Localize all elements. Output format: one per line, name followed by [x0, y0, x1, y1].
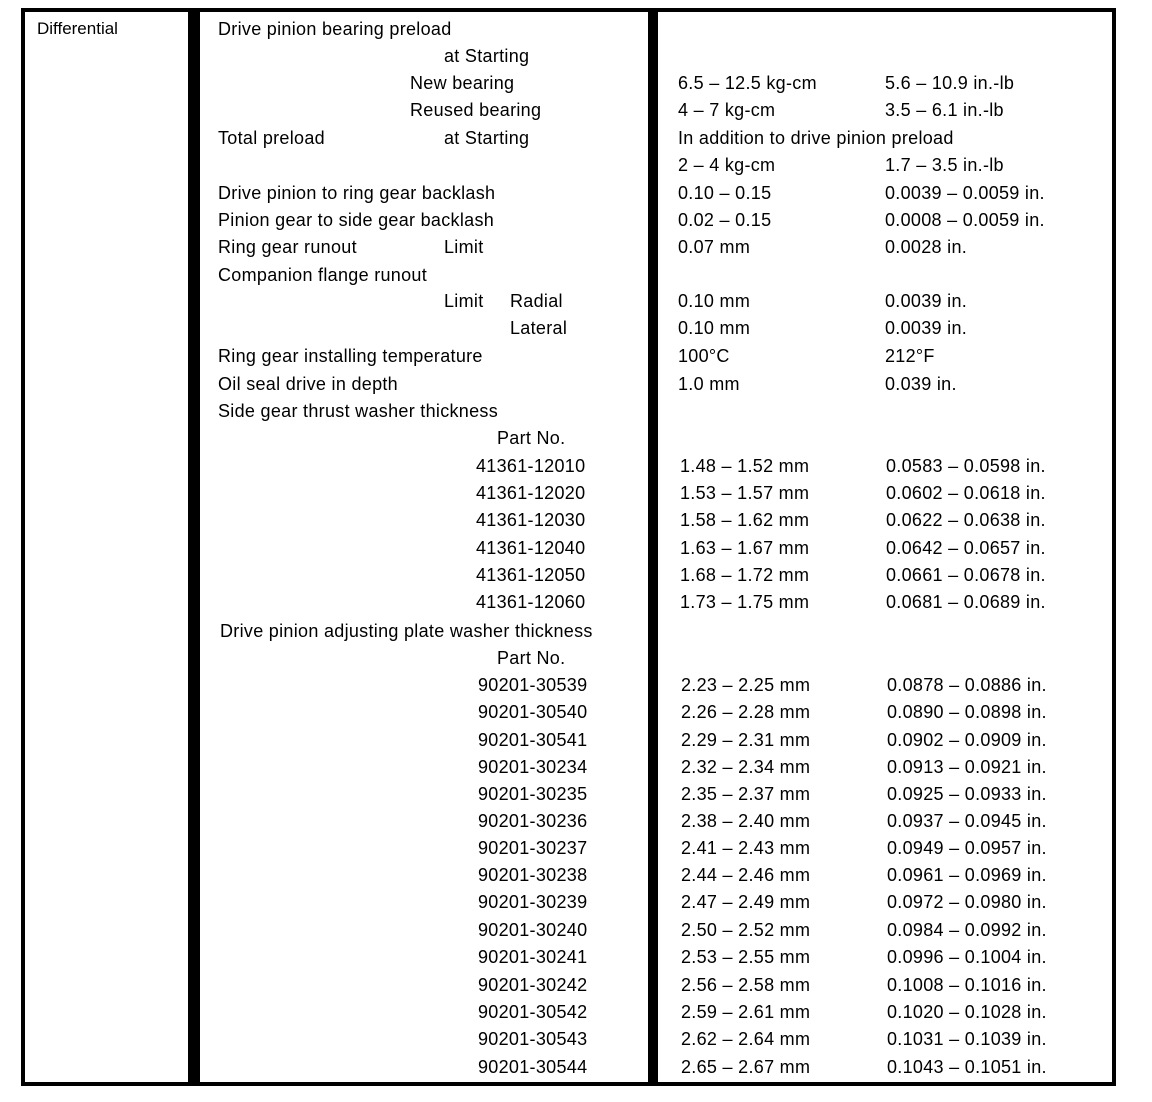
spec-cell: at Starting — [444, 46, 530, 66]
spec-cell: 90201-30235 — [478, 784, 588, 804]
spec-cell: 6.5 – 12.5 kg-cm — [678, 73, 817, 93]
spec-cell: 2.32 – 2.34 mm — [681, 757, 811, 777]
spec-cell: Limit — [444, 291, 484, 311]
spec-cell: 0.1043 – 0.1051 in. — [887, 1057, 1047, 1077]
spec-cell: 2.56 – 2.58 mm — [681, 975, 811, 995]
spec-cell: Limit — [444, 237, 484, 257]
category-label: Differential — [37, 19, 118, 38]
spec-cell: 90201-30543 — [478, 1029, 588, 1049]
spec-cell: 1.63 – 1.67 mm — [680, 538, 810, 558]
spec-cell: 0.10 mm — [678, 318, 751, 338]
spec-cell: 90201-30237 — [478, 838, 588, 858]
spec-cell: 2.62 – 2.64 mm — [681, 1029, 811, 1049]
spec-cell: Drive pinion adjusting plate washer thickness — [220, 621, 593, 641]
spec-cell: 0.10 – 0.15 — [678, 183, 772, 203]
spec-cell: 0.0890 – 0.0898 in. — [887, 702, 1047, 722]
spec-cell: 2.53 – 2.55 mm — [681, 947, 811, 967]
spec-cell: 0.1008 – 0.1016 in. — [887, 975, 1047, 995]
spec-cell: 41361-12010 — [476, 456, 586, 476]
spec-cell: 1.58 – 1.62 mm — [680, 510, 810, 530]
spec-cell: 90201-30234 — [478, 757, 588, 777]
spec-cell: 5.6 – 10.9 in.-lb — [885, 73, 1015, 93]
spec-cell: 0.0028 in. — [885, 237, 968, 257]
spec-cell: 1.48 – 1.52 mm — [680, 456, 810, 476]
spec-cell: 1.7 – 3.5 in.-lb — [885, 155, 1004, 175]
spec-cell: Ring gear runout — [218, 237, 357, 257]
spec-cell: 2.44 – 2.46 mm — [681, 865, 811, 885]
spec-cell: 0.039 in. — [885, 374, 957, 394]
spec-cell: 90201-30240 — [478, 920, 588, 940]
spec-cell: 41361-12030 — [476, 510, 586, 530]
spec-cell: 0.0949 – 0.0957 in. — [887, 838, 1047, 858]
spec-cell: 1.73 – 1.75 mm — [680, 592, 810, 612]
spec-cell: Radial — [510, 291, 563, 311]
spec-cell: Ring gear installing temperature — [218, 346, 483, 366]
spec-cell: 90201-30236 — [478, 811, 588, 831]
spec-cell: 41361-12060 — [476, 592, 586, 612]
spec-cell: 4 – 7 kg-cm — [678, 100, 776, 120]
spec-cell: 0.0622 – 0.0638 in. — [886, 510, 1046, 530]
spec-cell: In addition to drive pinion preload — [678, 128, 954, 148]
spec-cell: New bearing — [410, 73, 515, 93]
spec-cell: 0.02 – 0.15 — [678, 210, 772, 230]
spec-cell: 2.47 – 2.49 mm — [681, 892, 811, 912]
spec-cell: 90201-30238 — [478, 865, 588, 885]
spec-cell: 0.0602 – 0.0618 in. — [886, 483, 1046, 503]
spec-cell: 2.41 – 2.43 mm — [681, 838, 811, 858]
spec-cell: 2 – 4 kg-cm — [678, 155, 776, 175]
spec-cell: 0.0961 – 0.0969 in. — [887, 865, 1047, 885]
spec-cell: 2.35 – 2.37 mm — [681, 784, 811, 804]
spec-cell: 41361-12020 — [476, 483, 586, 503]
spec-cell: 90201-30539 — [478, 675, 588, 695]
spec-cell: Lateral — [510, 318, 568, 338]
spec-cell: 0.0583 – 0.0598 in. — [886, 456, 1046, 476]
spec-cell: Pinion gear to side gear backlash — [218, 210, 495, 230]
spec-cell: Drive pinion bearing preload — [218, 19, 452, 39]
spec-cell: 90201-30541 — [478, 730, 588, 750]
spec-cell: 2.26 – 2.28 mm — [681, 702, 811, 722]
spec-cell: 0.0972 – 0.0980 in. — [887, 892, 1047, 912]
spec-cell: 0.0937 – 0.0945 in. — [887, 811, 1047, 831]
spec-cell: Reused bearing — [410, 100, 542, 120]
spec-cell: Drive pinion to ring gear backlash — [218, 183, 496, 203]
spec-cell: 0.0925 – 0.0933 in. — [887, 784, 1047, 804]
spec-cell: 0.0878 – 0.0886 in. — [887, 675, 1047, 695]
spec-cell: 90201-30544 — [478, 1057, 588, 1077]
spec-cell: 1.0 mm — [678, 374, 740, 394]
spec-cell: 2.29 – 2.31 mm — [681, 730, 811, 750]
spec-cell: 2.38 – 2.40 mm — [681, 811, 811, 831]
spec-cell: 0.0996 – 0.1004 in. — [887, 947, 1047, 967]
column-divider — [188, 8, 200, 1086]
spec-cell: 212°F — [885, 346, 935, 366]
spec-cell: 0.10 mm — [678, 291, 751, 311]
spec-cell: Part No. — [497, 428, 566, 448]
spec-cell: Side gear thrust washer thickness — [218, 401, 499, 421]
spec-cell: at Starting — [444, 128, 530, 148]
spec-cell: Companion flange runout — [218, 265, 428, 285]
spec-cell: 0.0642 – 0.0657 in. — [886, 538, 1046, 558]
spec-cell: 2.59 – 2.61 mm — [681, 1002, 811, 1022]
spec-cell: Oil seal drive in depth — [218, 374, 398, 394]
spec-cell: 0.1020 – 0.1028 in. — [887, 1002, 1047, 1022]
spec-cell: Total preload — [218, 128, 325, 148]
spec-cell: 90201-30239 — [478, 892, 588, 912]
spec-cell: 3.5 – 6.1 in.-lb — [885, 100, 1004, 120]
spec-cell: 90201-30542 — [478, 1002, 588, 1022]
spec-cell: 0.0902 – 0.0909 in. — [887, 730, 1047, 750]
spec-cell: 2.23 – 2.25 mm — [681, 675, 811, 695]
spec-cell: 1.68 – 1.72 mm — [680, 565, 810, 585]
spec-cell: 0.0039 – 0.0059 in. — [885, 183, 1045, 203]
spec-cell: 41361-12050 — [476, 565, 586, 585]
spec-cell: 0.0913 – 0.0921 in. — [887, 757, 1047, 777]
spec-cell: 0.0039 in. — [885, 291, 968, 311]
spec-cell: 0.0008 – 0.0059 in. — [885, 210, 1045, 230]
spec-cell: 0.07 mm — [678, 237, 751, 257]
spec-cell: 90201-30241 — [478, 947, 588, 967]
spec-cell: 0.0039 in. — [885, 318, 968, 338]
spec-cell: 0.0661 – 0.0678 in. — [886, 565, 1046, 585]
spec-cell: 0.1031 – 0.1039 in. — [887, 1029, 1047, 1049]
spec-cell: 90201-30242 — [478, 975, 588, 995]
spec-cell: 41361-12040 — [476, 538, 586, 558]
spec-cell: Part No. — [497, 648, 566, 668]
column-divider — [648, 8, 658, 1086]
spec-cell: 0.0681 – 0.0689 in. — [886, 592, 1046, 612]
spec-cell: 0.0984 – 0.0992 in. — [887, 920, 1047, 940]
spec-cell: 90201-30540 — [478, 702, 588, 722]
spec-cell: 2.65 – 2.67 mm — [681, 1057, 811, 1077]
spec-cell: 2.50 – 2.52 mm — [681, 920, 811, 940]
spec-cell: 1.53 – 1.57 mm — [680, 483, 810, 503]
spec-cell: 100°C — [678, 346, 730, 366]
